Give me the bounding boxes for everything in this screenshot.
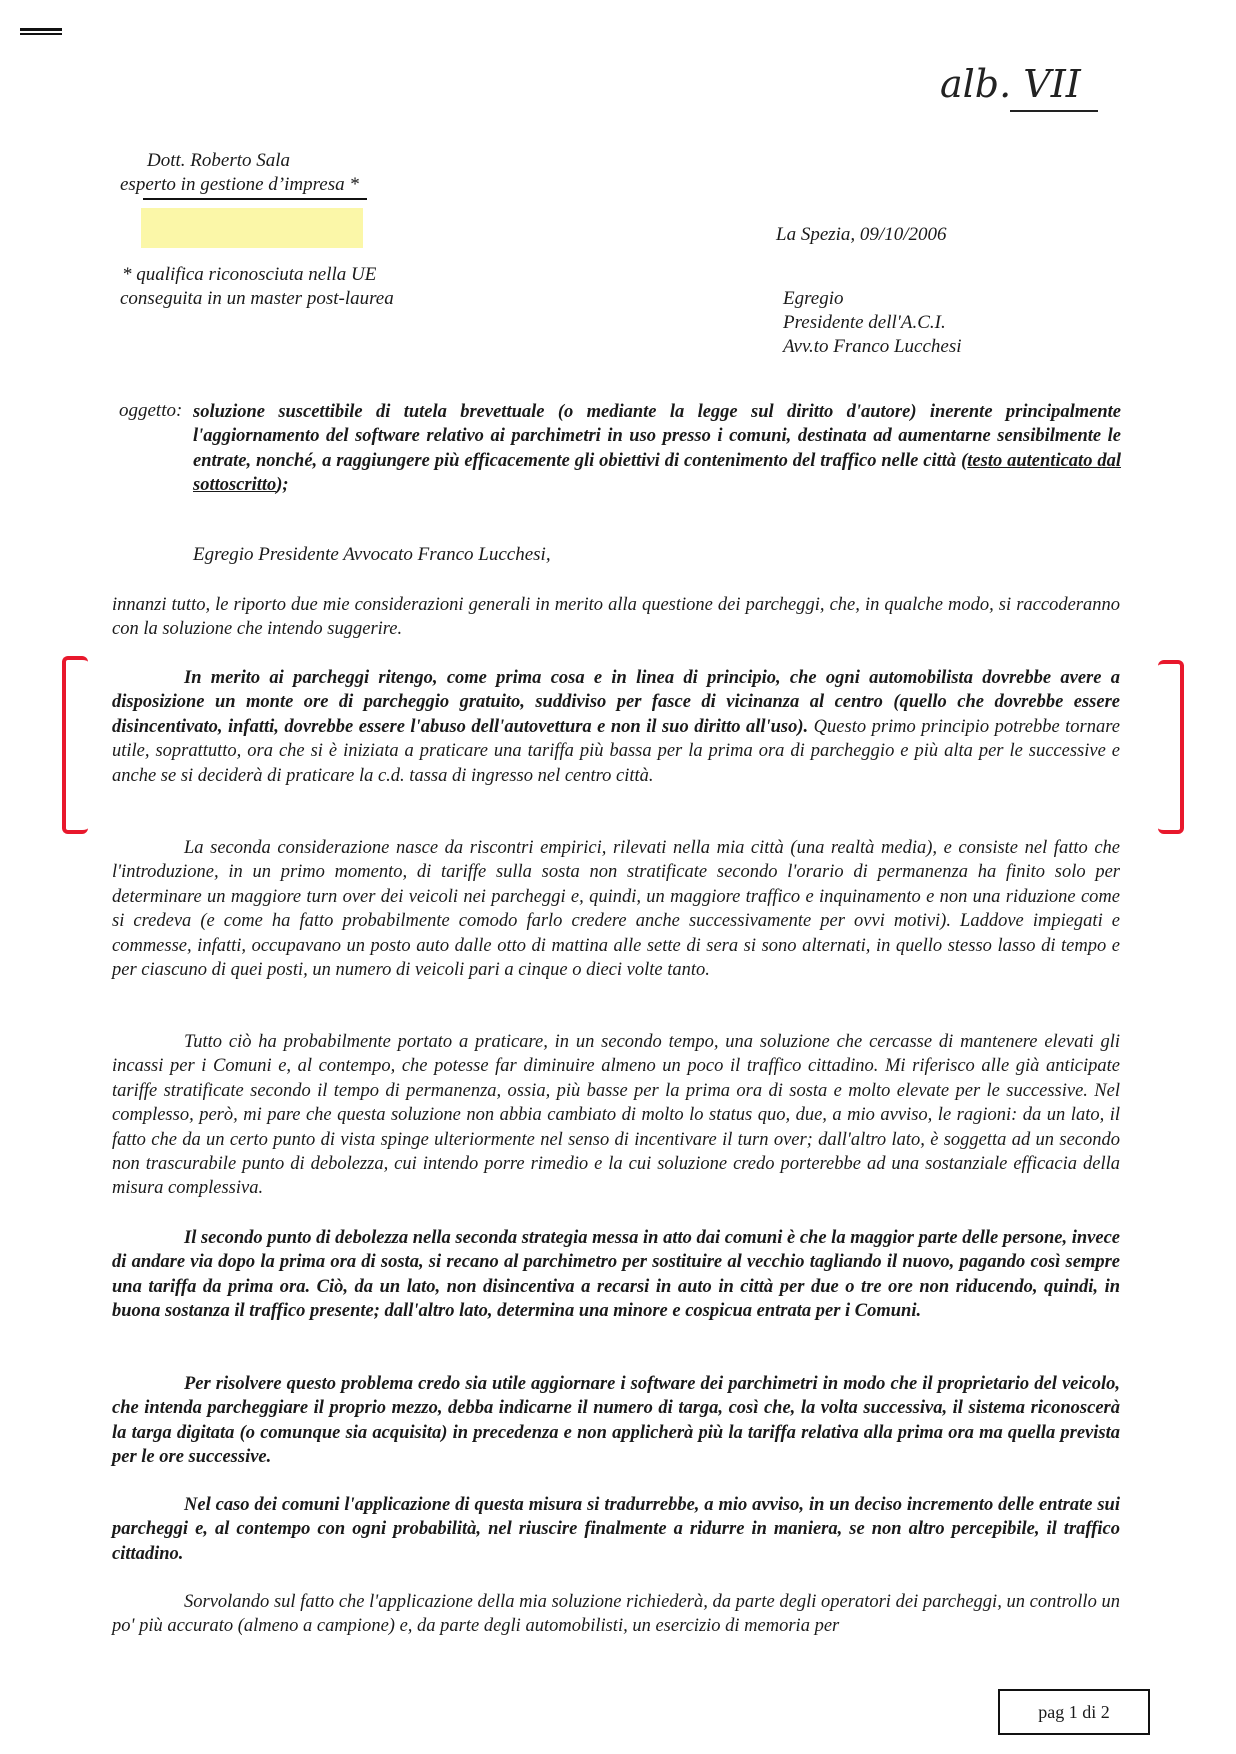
salutation: Egregio Presidente Avvocato Franco Lucchesi,: [193, 544, 551, 565]
recipient-line: Presidente dell'A.C.I.: [783, 312, 946, 333]
sender-underline: [143, 198, 367, 200]
recipient-line: Avv.to Franco Lucchesi: [783, 336, 962, 357]
paragraph: Per risolvere questo problema credo sia utile aggiornare i software dei parchimetri in modo che il proprietario del veicolo, che intenda parcheggiare il proprio mezzo, debba indicarne il numero di targa, così che, la volta successiva, il sistema riconoscerà la targa digitata (o comunque sia acquisita) in precedenza e non applicherà più la tariffa relativa alla prima ora ma quella prevista per le ore successive.: [112, 1374, 1120, 1468]
red-bracket-left: [62, 656, 88, 834]
paragraph: Tutto ciò ha probabilmente portato a praticare, in un secondo tempo, una soluzione che cercasse di mantenere elevati gli incassi per i Comuni e, al contempo, che potesse far diminuire almeno un poco il traffico cittadino. Mi riferisco alle già anticipate tariffe stratificate secondo il tempo di permanenza, ossia, più basse per la prima ora di sosta e molto elevate per le successive. Nel complesso, però, mi pare che questa soluzione non abbia cambiato di molto lo status quo, due, a mio avviso, le ragioni: da un lato, il fatto che da un certo punto di vista spinge ulteriormente nel senso di incentivare il turn over; dall'altro lato, è soggetta ad un secondo non trascurabile punto di debolezza, cui intendo porre rimedio e la cui soluzione credo porterebbe ad una sostanziale efficacia della misura complessiva.: [112, 1032, 1120, 1199]
paragraph: In merito ai parcheggi ritengo, come prima cosa e in linea di principio, che ogni automobilista dovrebbe avere a disposizione un monte ore di parcheggio gratuito, suddiviso per fasce di vicinanza al centro (quello che dovrebbe essere disincentivato, infatti, dovrebbe essere l'abuso dell'autovettura e non il suo diritto all'uso). Questo primo principio potrebbe tornare utile, soprattutto, ora che si è iniziata a praticare una tariffa più bassa per la prima ora di parcheggio e più alta per le successive e anche se si deciderà di praticare la c.d. tassa di ingresso nel centro città.: [112, 668, 1120, 786]
page-number: pag 1 di 2: [998, 1689, 1150, 1735]
paragraph: Nel caso dei comuni l'applicazione di questa misura si tradurrebbe, a mio avviso, in un deciso incremento delle entrate sui parcheggi e, al contempo con ogni probabilità, nel riuscire finalmente a ridurre in maniera, se non altro percepibile, il traffico cittadino.: [112, 1495, 1120, 1564]
sender-title: esperto in gestione d’impresa *: [120, 174, 359, 195]
handwritten-underline: [1010, 110, 1098, 112]
red-bracket-right: [1158, 660, 1184, 834]
qualification-note: conseguita in un master post-laurea: [120, 288, 394, 309]
qualification-note: * qualifica riconosciuta nella UE: [122, 264, 377, 285]
redacted-highlight: [141, 208, 363, 248]
subject-text: soluzione suscettibile di tutela brevettuale (o mediante la legge sul diritto d'autore) inerente principalmente l'aggiornamento del software relativo ai parchimetri in uso presso i comuni, destinata ad aumentarne sensibilmente le entrate, nonché, a raggiungere più efficacemente gli obiettivi di contenimento del traffico nelle città (testo autenticato dal sottoscritto);: [193, 402, 1122, 496]
recipient-line: Egregio: [783, 288, 844, 309]
paragraph: Il secondo punto di debolezza nella seconda strategia messa in atto dai comuni è che la maggior parte delle persone, invece di andare via dopo la prima ora di sosta, si recano al parchimetro per sostituire al vecchio tagliando il nuovo, pagando così sempre una tariffa da prima ora. Ciò, da un lato, non disincentiva a recarsi in auto in città per due o tre ore non riducendo, quindi, in buona sostanza il traffico presente; dall'altro lato, determina una minore e cospicua entrata per i Comuni.: [112, 1228, 1120, 1322]
letter-date: La Spezia, 09/10/2006: [776, 224, 947, 245]
scan-mark: [20, 33, 62, 35]
handwritten-annotation: alb. VII: [940, 62, 1081, 106]
paragraph: innanzi tutto, le riporto due mie considerazioni generali in merito alla questione dei parcheggi, che, in qualche modo, si raccoderanno con la soluzione che intendo suggerire.: [112, 595, 1120, 640]
scan-mark: [20, 28, 62, 31]
sender-name: Dott. Roberto Sala: [147, 150, 291, 171]
subject-label: oggetto:: [119, 400, 183, 421]
paragraph: La seconda considerazione nasce da riscontri empirici, rilevati nella mia città (una realtà media), e consiste nel fatto che l'introduzione, in un primo momento, di tariffe sulla sosta non stratificate secondo l'orario di permanenza ha finito solo per determinare un maggiore turn over dei veicoli nei parcheggi e, quindi, un maggiore traffico e inquinamento e non una riduzione come si credeva (e come ha fatto probabilmente comodo farlo credere anche successivamente per ovvi motivi). Laddove impiegati e commesse, infatti, occupavano un posto auto dalle otto di mattina alle sette di sera si sono alternati, in quello stesso lasso di tempo e per ciascuno di quei posti, un numero di veicoli pari a cinque o dieci volte tanto.: [112, 838, 1120, 981]
paragraph: Sorvolando sul fatto che l'applicazione della mia soluzione richiederà, da parte degli operatori dei parcheggi, un controllo un po' più accurato (almeno a campione) e, da parte degli automobilisti, un esercizio di memoria per: [112, 1592, 1120, 1637]
